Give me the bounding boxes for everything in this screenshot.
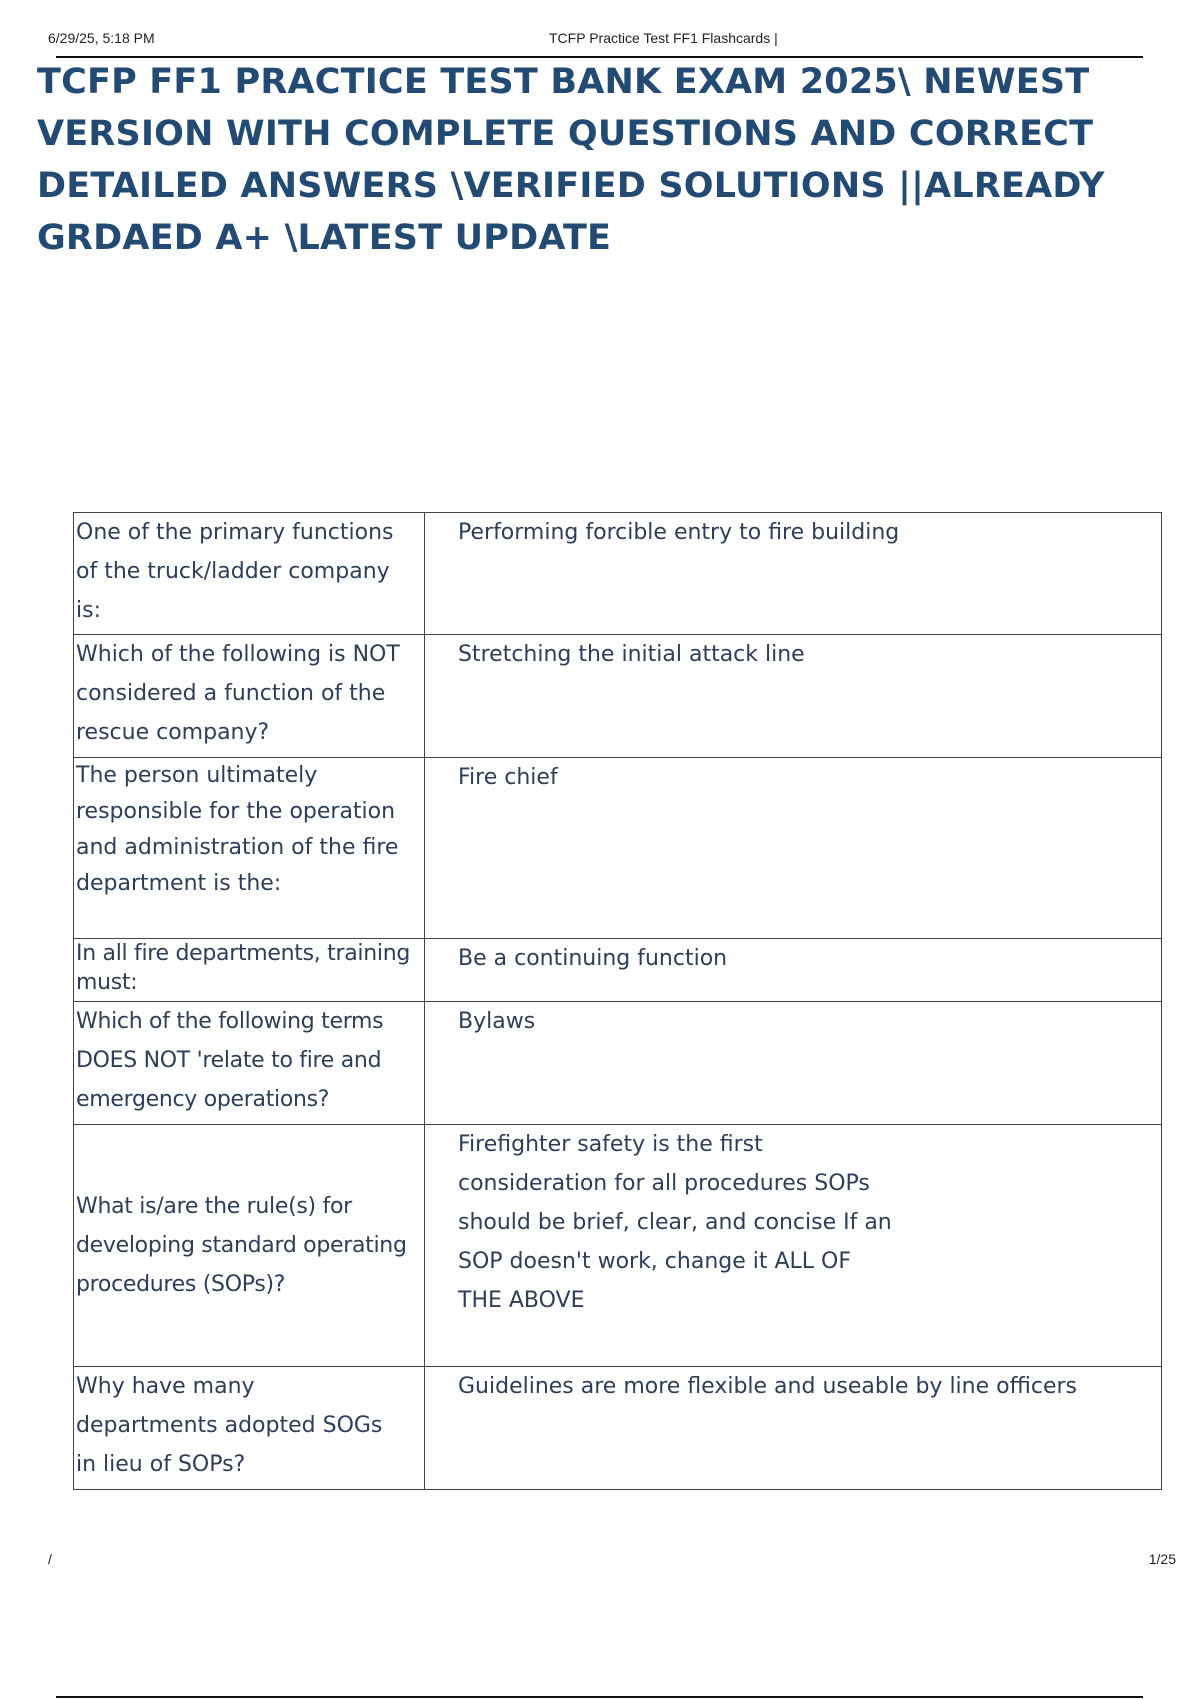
table-row [74,758,1162,939]
footer-left: / [48,1551,52,1567]
question-cell: Why have many departments adopted SOGs in lieu of SOPs? [74,1367,425,1490]
page-number: 1/25 [1148,1551,1176,1567]
question-cell: Which of the following terms DOES NOT 'relate to fire and emergency operations? [74,1002,425,1125]
table-row [74,635,1162,758]
table-row [74,1002,1162,1125]
table-row [74,513,1162,635]
answer-cell: Bylaws [425,1002,1162,1125]
answer-cell: Stretching the initial attack line [425,635,1162,758]
print-datetime: 6/29/25, 5:18 PM [48,30,155,46]
question-cell: Which of the following is NOT considered a function of the rescue company? [74,635,425,758]
footer-divider [56,1696,1143,1698]
question-cell: One of the primary functions of the truck/ladder company is: [74,513,425,635]
answer-cell: Performing forcible entry to fire building [425,513,1162,635]
table-row [74,1367,1162,1490]
page-title: TCFP FF1 PRACTICE TEST BANK EXAM 2025\ NEWEST VERSION WITH COMPLETE QUESTIONS AND CORRECT DETAILED ANSWERS \VERIFIED SOLUTIONS ||ALREADY GRDAED A+ \LATEST UPDATE [37,62,1105,258]
table-row [74,1125,1162,1367]
question-cell: What is/are the rule(s) for developing standard operating procedures (SOPs)? [74,1125,425,1367]
answer-cell: Firefighter safety is the first consideration for all procedures SOPs should be brief, clear, and concise If an SOP doesn't work, change it ALL OF THE ABOVE [425,1125,1162,1367]
print-doc-title: TCFP Practice Test FF1 Flashcards | [549,30,778,46]
question-cell: The person ultimately responsible for the operation and administration of the fire department is the: [74,758,425,939]
answer-cell: Fire chief [425,758,1162,939]
answer-cell: Guidelines are more flexible and useable by line officers [425,1367,1162,1490]
question-cell: In all fire departments, training must: [74,939,425,1002]
print-header [48,28,1152,58]
table-row [74,939,1162,1002]
flashcard-table [73,512,1162,1490]
answer-cell: Be a continuing function [425,939,1162,1002]
